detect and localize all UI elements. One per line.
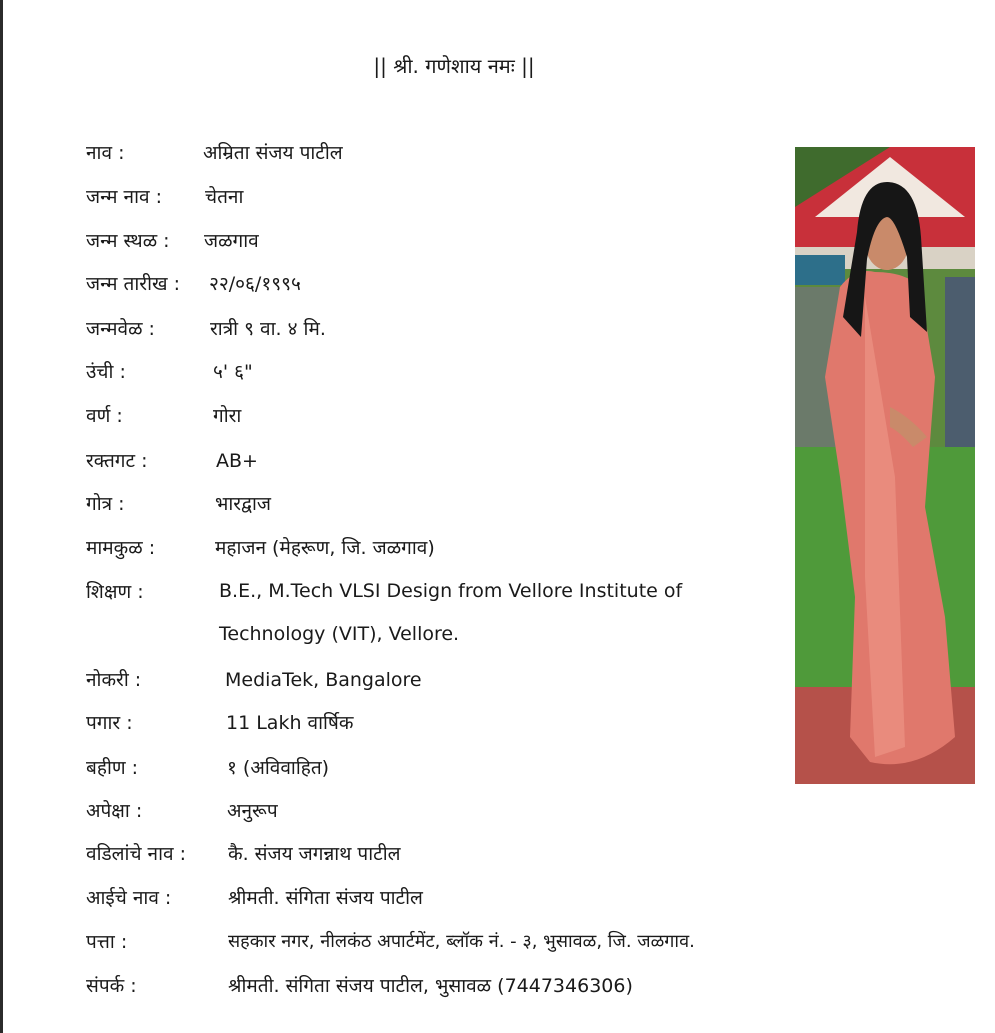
field-label: नाव :: [86, 142, 125, 164]
field-value: चेतना: [205, 186, 244, 208]
field-label: पगार :: [86, 712, 133, 734]
field-value: AB+: [216, 450, 258, 472]
field-value: १ (अविवाहित): [227, 757, 330, 779]
field-value: भारद्वाज: [215, 493, 271, 515]
field-value: रात्री ९ वा. ४ मि.: [210, 318, 326, 340]
field-label: उंची :: [86, 361, 126, 383]
field-label: जन्मवेळ :: [86, 318, 155, 340]
field-label: जन्म स्थळ :: [86, 230, 170, 252]
field-value: 11 Lakh वार्षिक: [226, 712, 354, 734]
field-value: जळगाव: [204, 230, 259, 252]
field-value: अनुरूप: [227, 800, 278, 822]
field-label: रक्तगट :: [86, 450, 148, 472]
field-value: ५' ६": [213, 361, 253, 383]
field-label: जन्म तारीख :: [86, 273, 180, 295]
field-value: श्रीमती. संगिता संजय पाटील, भुसावळ (7447346306): [228, 975, 633, 997]
profile-photo: [795, 147, 975, 784]
field-label: जन्म नाव :: [86, 186, 163, 208]
field-label: वडिलांचे नाव :: [86, 843, 187, 865]
field-label: अपेक्षा :: [86, 800, 143, 822]
field-value: MediaTek, Bangalore: [225, 669, 422, 691]
field-label: मामकुळ :: [86, 537, 156, 559]
field-value: श्रीमती. संगिता संजय पाटील: [228, 887, 423, 909]
field-value: कै. संजय जगन्नाथ पाटील: [228, 843, 401, 865]
field-value: महाजन (मेहरूण, जि. जळगाव): [215, 537, 435, 559]
field-value: सहकार नगर, नीलकंठ अपार्टमेंट, ब्लॉक नं. - ३, भुसावळ, जि. जळगाव.: [228, 931, 695, 952]
field-label: आईचे नाव :: [86, 887, 172, 909]
field-label: गोत्र :: [86, 493, 125, 515]
field-value: अम्रिता संजय पाटील: [203, 142, 343, 164]
page-left-border: [0, 0, 3, 1033]
field-label: नोकरी :: [86, 669, 142, 691]
field-label: संपर्क :: [86, 975, 137, 997]
field-label: बहीण :: [86, 757, 139, 779]
field-label: वर्ण :: [86, 405, 123, 427]
field-value: २२/०६/१९९५: [209, 273, 301, 295]
field-value: गोरा: [213, 405, 242, 427]
field-label: पत्ता :: [86, 931, 128, 953]
field-value: B.E., M.Tech VLSI Design from Vellore Institute of Technology (VIT), Vellore.: [219, 580, 683, 645]
field-label: शिक्षण :: [86, 581, 144, 603]
header-invocation: || श्री. गणेशाय नमः ||: [373, 54, 535, 78]
